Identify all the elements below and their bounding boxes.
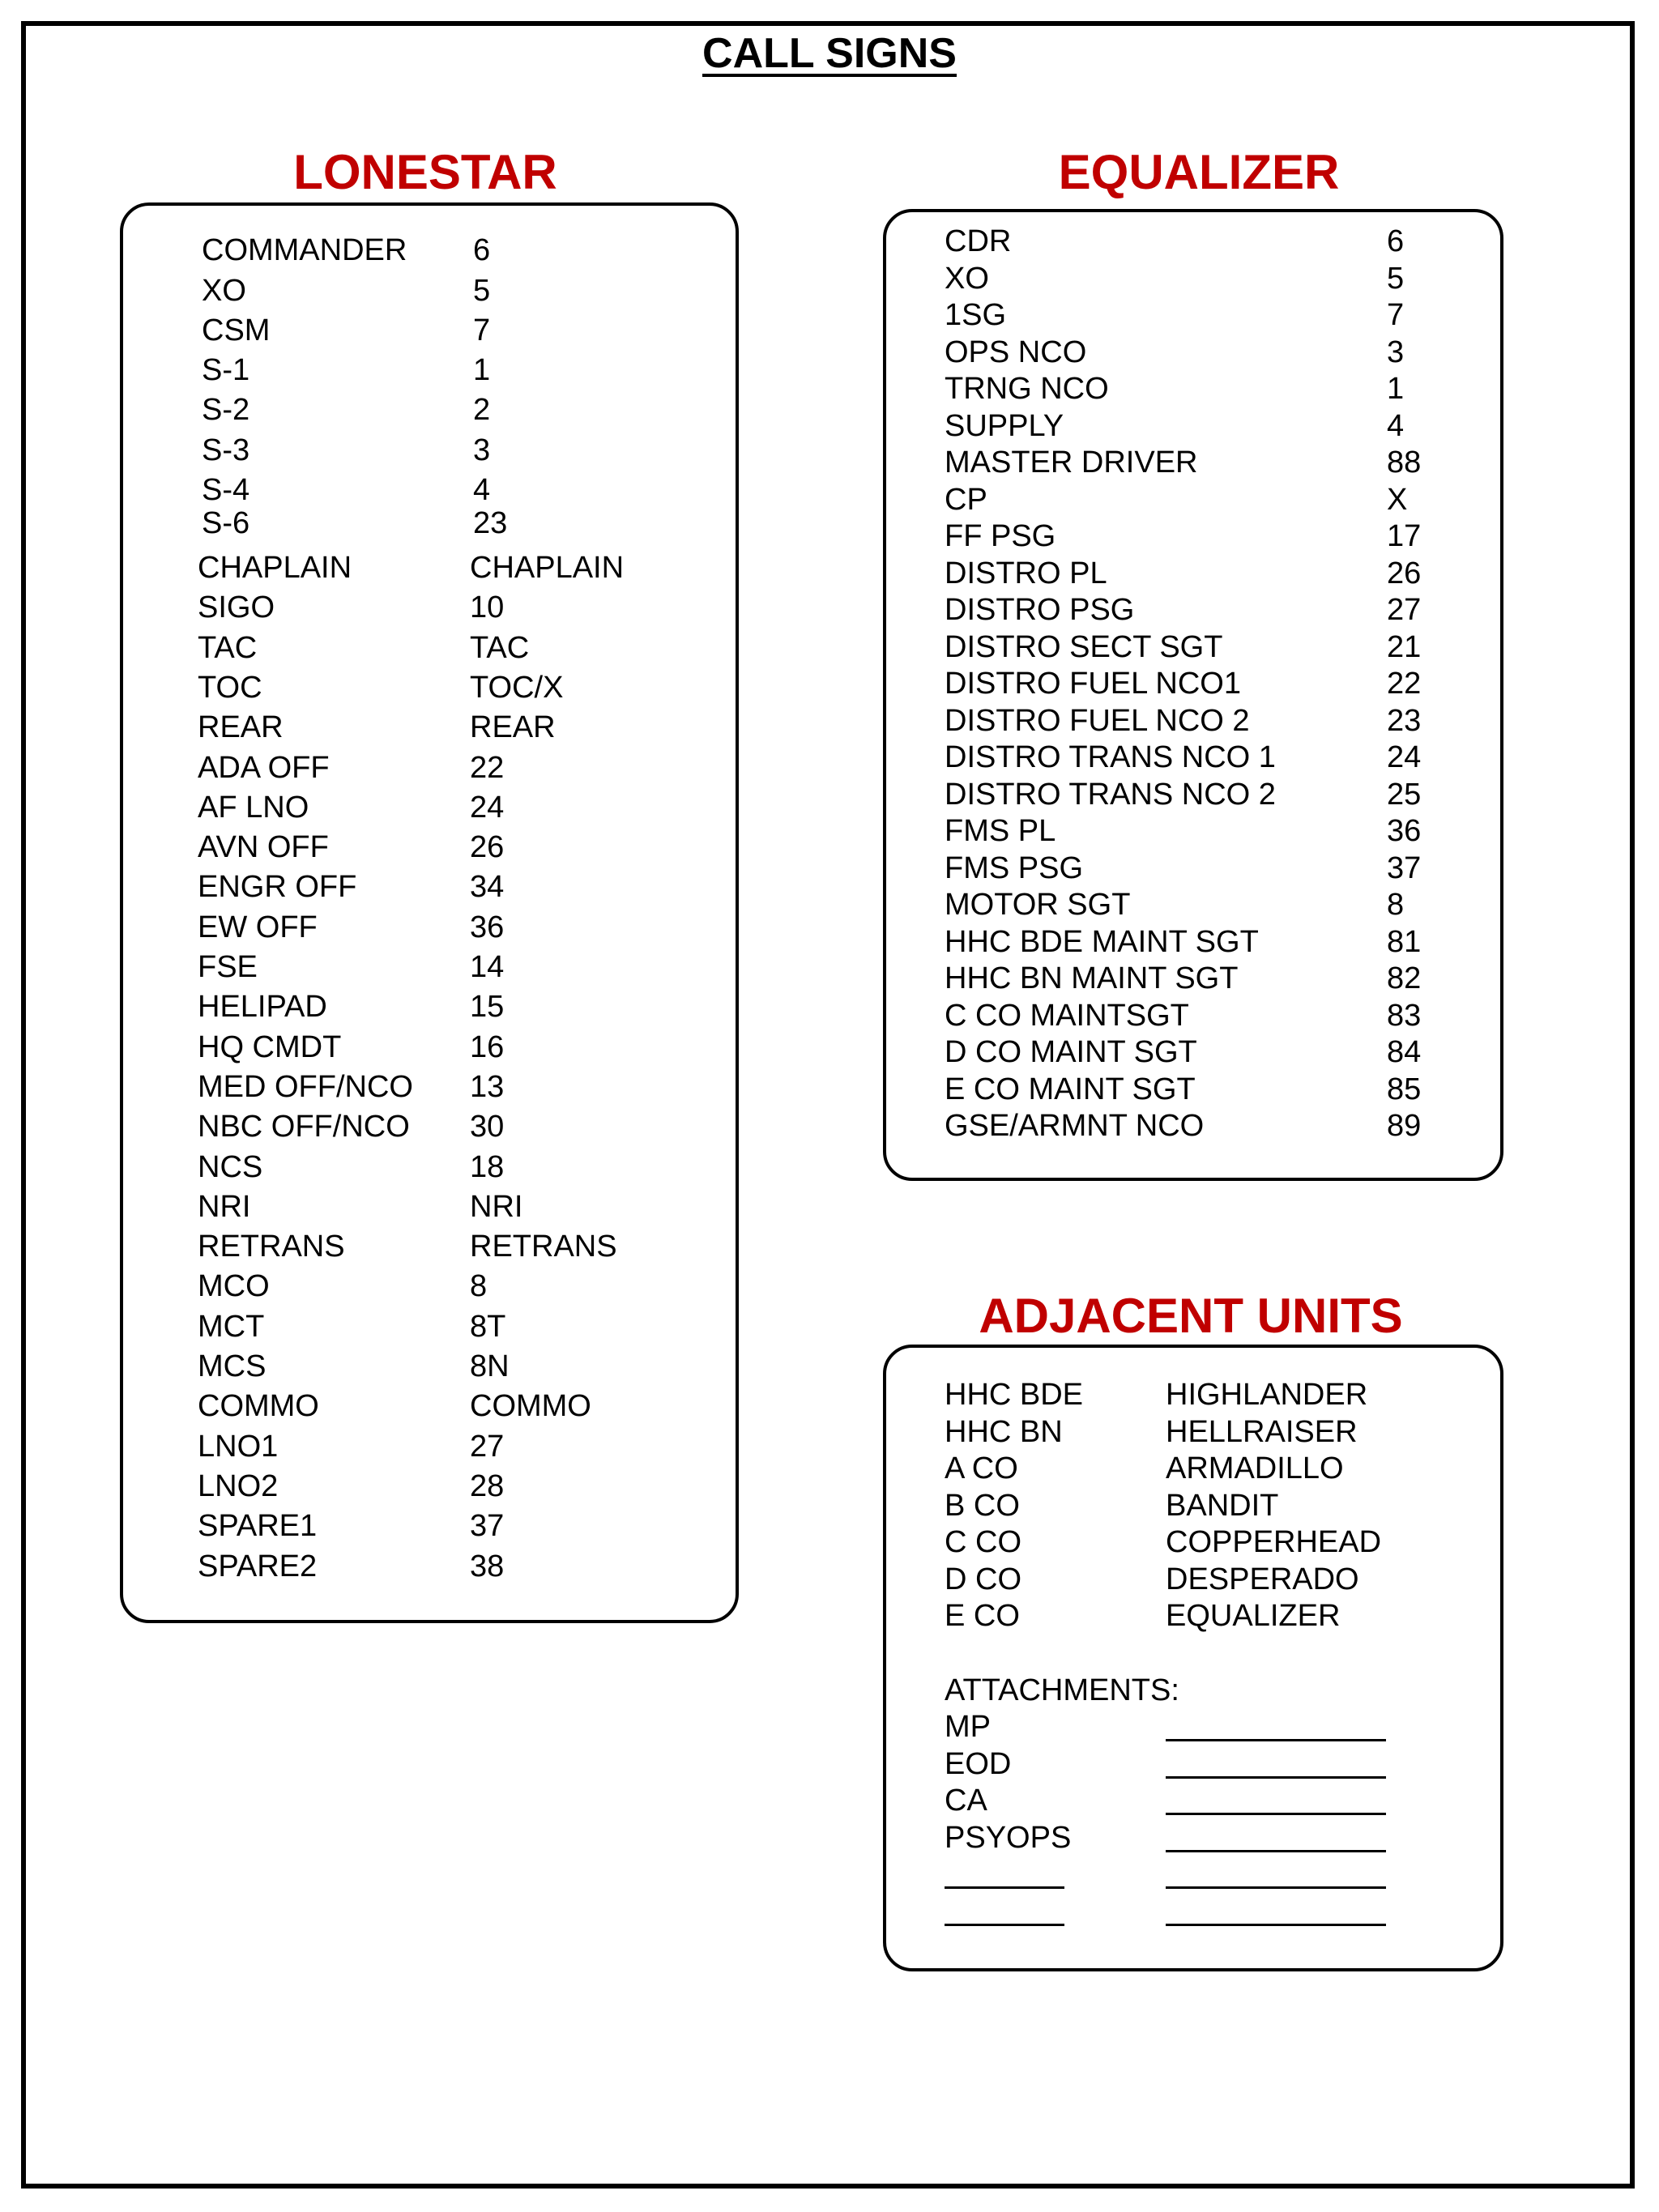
call-sign-value: 82 <box>1387 961 1422 995</box>
role-label: COMMO <box>198 1389 319 1424</box>
call-sign-value: 85 <box>1387 1072 1422 1106</box>
call-sign-value: 14 <box>470 950 505 984</box>
role-label: SPARE1 <box>198 1509 318 1544</box>
call-sign-value: 26 <box>1387 556 1422 590</box>
call-sign-value: RETRANS <box>470 1230 617 1264</box>
role-label: FMS PSG <box>945 850 1084 885</box>
role-label: S-1 <box>202 353 250 387</box>
role-label: HQ CMDT <box>198 1029 342 1064</box>
call-sign-value: 6 <box>473 233 491 267</box>
role-label: A CO <box>945 1451 1018 1485</box>
role-label: CP <box>945 482 987 517</box>
call-sign-value: CHAPLAIN <box>470 551 625 585</box>
call-sign-value: 89 <box>1387 1109 1422 1143</box>
call-sign-value: 5 <box>473 274 491 308</box>
call-sign-value: 2 <box>473 393 491 427</box>
call-sign-value: 4 <box>473 473 491 507</box>
role-label: DISTRO TRANS NCO 2 <box>945 777 1276 812</box>
call-sign-value: 88 <box>1387 445 1422 479</box>
call-sign-value: 81 <box>1387 924 1422 959</box>
call-sign-value: 36 <box>470 910 505 944</box>
role-label: MCS <box>198 1349 267 1383</box>
call-sign-value: 23 <box>1387 703 1422 738</box>
role-label: XO <box>945 261 989 296</box>
call-sign-value: DESPERADO <box>1166 1562 1359 1596</box>
role-label: S-4 <box>202 473 250 507</box>
call-sign-value: 83 <box>1387 998 1422 1033</box>
role-label: LNO2 <box>198 1468 279 1503</box>
call-sign-value: 3 <box>473 433 491 467</box>
lonestar-title: LONESTAR <box>293 145 557 199</box>
role-label: HHC BN MAINT SGT <box>945 961 1239 995</box>
call-sign-value: 25 <box>1387 777 1422 812</box>
attachment-blank-line <box>1166 1924 1386 1926</box>
role-label: CHAPLAIN <box>198 551 352 585</box>
call-sign-value: 8 <box>470 1269 488 1304</box>
attachment-label: EOD <box>945 1746 1012 1781</box>
role-label: S-3 <box>202 433 250 467</box>
call-sign-value: X <box>1387 482 1408 517</box>
attachment-label: MP <box>945 1710 991 1744</box>
role-label: HELIPAD <box>198 990 327 1025</box>
call-sign-value: 22 <box>1387 667 1422 701</box>
call-sign-value: 8 <box>1387 888 1405 922</box>
role-label: NBC OFF/NCO <box>198 1110 410 1144</box>
call-sign-value: REAR <box>470 710 556 745</box>
call-sign-value: 27 <box>470 1429 505 1464</box>
call-sign-value: 8T <box>470 1309 506 1344</box>
role-label: DISTRO SECT SGT <box>945 629 1223 664</box>
page-title: CALL SIGNS <box>702 30 957 77</box>
role-label: C CO MAINTSGT <box>945 998 1189 1033</box>
role-label: XO <box>202 274 246 308</box>
attachment-blank-name-line <box>945 1924 1064 1926</box>
role-label: AF LNO <box>198 790 309 825</box>
role-label: ADA OFF <box>198 750 330 785</box>
call-sign-value: 21 <box>1387 629 1422 664</box>
call-sign-value: 5 <box>1387 261 1405 296</box>
role-label: CSM <box>202 313 271 347</box>
call-sign-value: 26 <box>470 830 505 865</box>
call-sign-value: 4 <box>1387 408 1405 443</box>
attachment-blank-name-line <box>945 1886 1064 1889</box>
role-label: D CO MAINT SGT <box>945 1035 1197 1069</box>
role-label: DISTRO FUEL NCO1 <box>945 667 1241 701</box>
role-label: SUPPLY <box>945 408 1064 443</box>
role-label: SPARE2 <box>198 1549 318 1583</box>
call-sign-value: 28 <box>470 1468 505 1503</box>
role-label: FMS PL <box>945 814 1056 848</box>
attachment-label: PSYOPS <box>945 1820 1072 1855</box>
role-label: REAR <box>198 710 284 745</box>
role-label: C CO <box>945 1525 1021 1559</box>
role-label: GSE/ARMNT NCO <box>945 1109 1205 1143</box>
call-sign-value: COMMO <box>470 1389 591 1424</box>
call-sign-value: 7 <box>473 313 491 347</box>
role-label: DISTRO TRANS NCO 1 <box>945 740 1276 774</box>
call-sign-value: 17 <box>1387 519 1422 553</box>
call-sign-value: 3 <box>1387 335 1405 369</box>
call-sign-value: 34 <box>470 870 505 905</box>
role-label: FF PSG <box>945 519 1056 553</box>
attachment-label: CA <box>945 1784 987 1818</box>
attachment-blank-line <box>1166 1850 1386 1852</box>
call-sign-value: 15 <box>470 990 505 1025</box>
role-label: NCS <box>198 1149 263 1184</box>
call-sign-value: 23 <box>473 506 508 540</box>
call-sign-value: 6 <box>1387 224 1405 258</box>
role-label: MASTER DRIVER <box>945 445 1198 479</box>
call-sign-value: EQUALIZER <box>1166 1599 1341 1633</box>
call-sign-value: 27 <box>1387 593 1422 627</box>
call-sign-value: 38 <box>470 1549 505 1583</box>
role-label: MED OFF/NCO <box>198 1069 413 1104</box>
role-label: DISTRO PSG <box>945 593 1135 627</box>
call-sign-value: 24 <box>1387 740 1422 774</box>
role-label: MCO <box>198 1269 270 1304</box>
attachment-blank-line <box>1166 1776 1386 1779</box>
call-sign-value: 8N <box>470 1349 510 1383</box>
role-label: TOC <box>198 670 262 705</box>
call-sign-value: 13 <box>470 1069 505 1104</box>
role-label: SIGO <box>198 590 275 625</box>
call-sign-value: TOC/X <box>470 670 564 705</box>
role-label: S-2 <box>202 393 250 427</box>
call-sign-value: 37 <box>470 1509 505 1544</box>
call-sign-value: NRI <box>470 1189 523 1224</box>
role-label: FSE <box>198 950 258 984</box>
attachment-blank-line <box>1166 1886 1386 1889</box>
call-sign-value: ARMADILLO <box>1166 1451 1344 1485</box>
call-sign-value: 18 <box>470 1149 505 1184</box>
role-label: CDR <box>945 224 1012 258</box>
call-sign-value: 1 <box>1387 372 1405 406</box>
call-sign-value: 30 <box>470 1110 505 1144</box>
call-sign-value: 84 <box>1387 1035 1422 1069</box>
role-label: NRI <box>198 1189 251 1224</box>
role-label: TRNG NCO <box>945 372 1109 406</box>
call-sign-value: 22 <box>470 750 505 785</box>
role-label: OPS NCO <box>945 335 1087 369</box>
role-label: TAC <box>198 630 258 665</box>
role-label: E CO <box>945 1599 1020 1633</box>
adjacent-units-title: ADJACENT UNITS <box>979 1289 1403 1343</box>
role-label: AVN OFF <box>198 830 329 865</box>
role-label: B CO <box>945 1488 1020 1523</box>
role-label: HHC BN <box>945 1414 1063 1449</box>
attachment-blank-line <box>1166 1813 1386 1815</box>
equalizer-title: EQUALIZER <box>1058 145 1340 199</box>
call-sign-value: 24 <box>470 790 505 825</box>
role-label: MCT <box>198 1309 265 1344</box>
role-label: E CO MAINT SGT <box>945 1072 1196 1106</box>
call-sign-value: HIGHLANDER <box>1166 1378 1368 1412</box>
attachments-label: ATTACHMENTS: <box>945 1673 1179 1707</box>
call-sign-value: 36 <box>1387 814 1422 848</box>
role-label: S-6 <box>202 506 250 540</box>
attachment-blank-line <box>1166 1739 1386 1741</box>
role-label: HHC BDE MAINT SGT <box>945 924 1259 959</box>
call-sign-value: BANDIT <box>1166 1488 1279 1523</box>
call-sign-value: TAC <box>470 630 530 665</box>
call-sign-value: 1 <box>473 353 491 387</box>
role-label: COMMANDER <box>202 233 407 267</box>
role-label: D CO <box>945 1562 1021 1596</box>
role-label: DISTRO PL <box>945 556 1107 590</box>
call-sign-value: 37 <box>1387 850 1422 885</box>
call-sign-value: COPPERHEAD <box>1166 1525 1382 1559</box>
role-label: EW OFF <box>198 910 318 944</box>
call-sign-value: 16 <box>470 1029 505 1064</box>
role-label: ENGR OFF <box>198 870 357 905</box>
role-label: RETRANS <box>198 1230 345 1264</box>
role-label: LNO1 <box>198 1429 279 1464</box>
role-label: HHC BDE <box>945 1378 1084 1412</box>
role-label: 1SG <box>945 298 1007 332</box>
call-sign-value: 10 <box>470 590 505 625</box>
call-sign-value: 7 <box>1387 298 1405 332</box>
call-sign-value: HELLRAISER <box>1166 1414 1358 1449</box>
role-label: DISTRO FUEL NCO 2 <box>945 703 1250 738</box>
role-label: MOTOR SGT <box>945 888 1131 922</box>
